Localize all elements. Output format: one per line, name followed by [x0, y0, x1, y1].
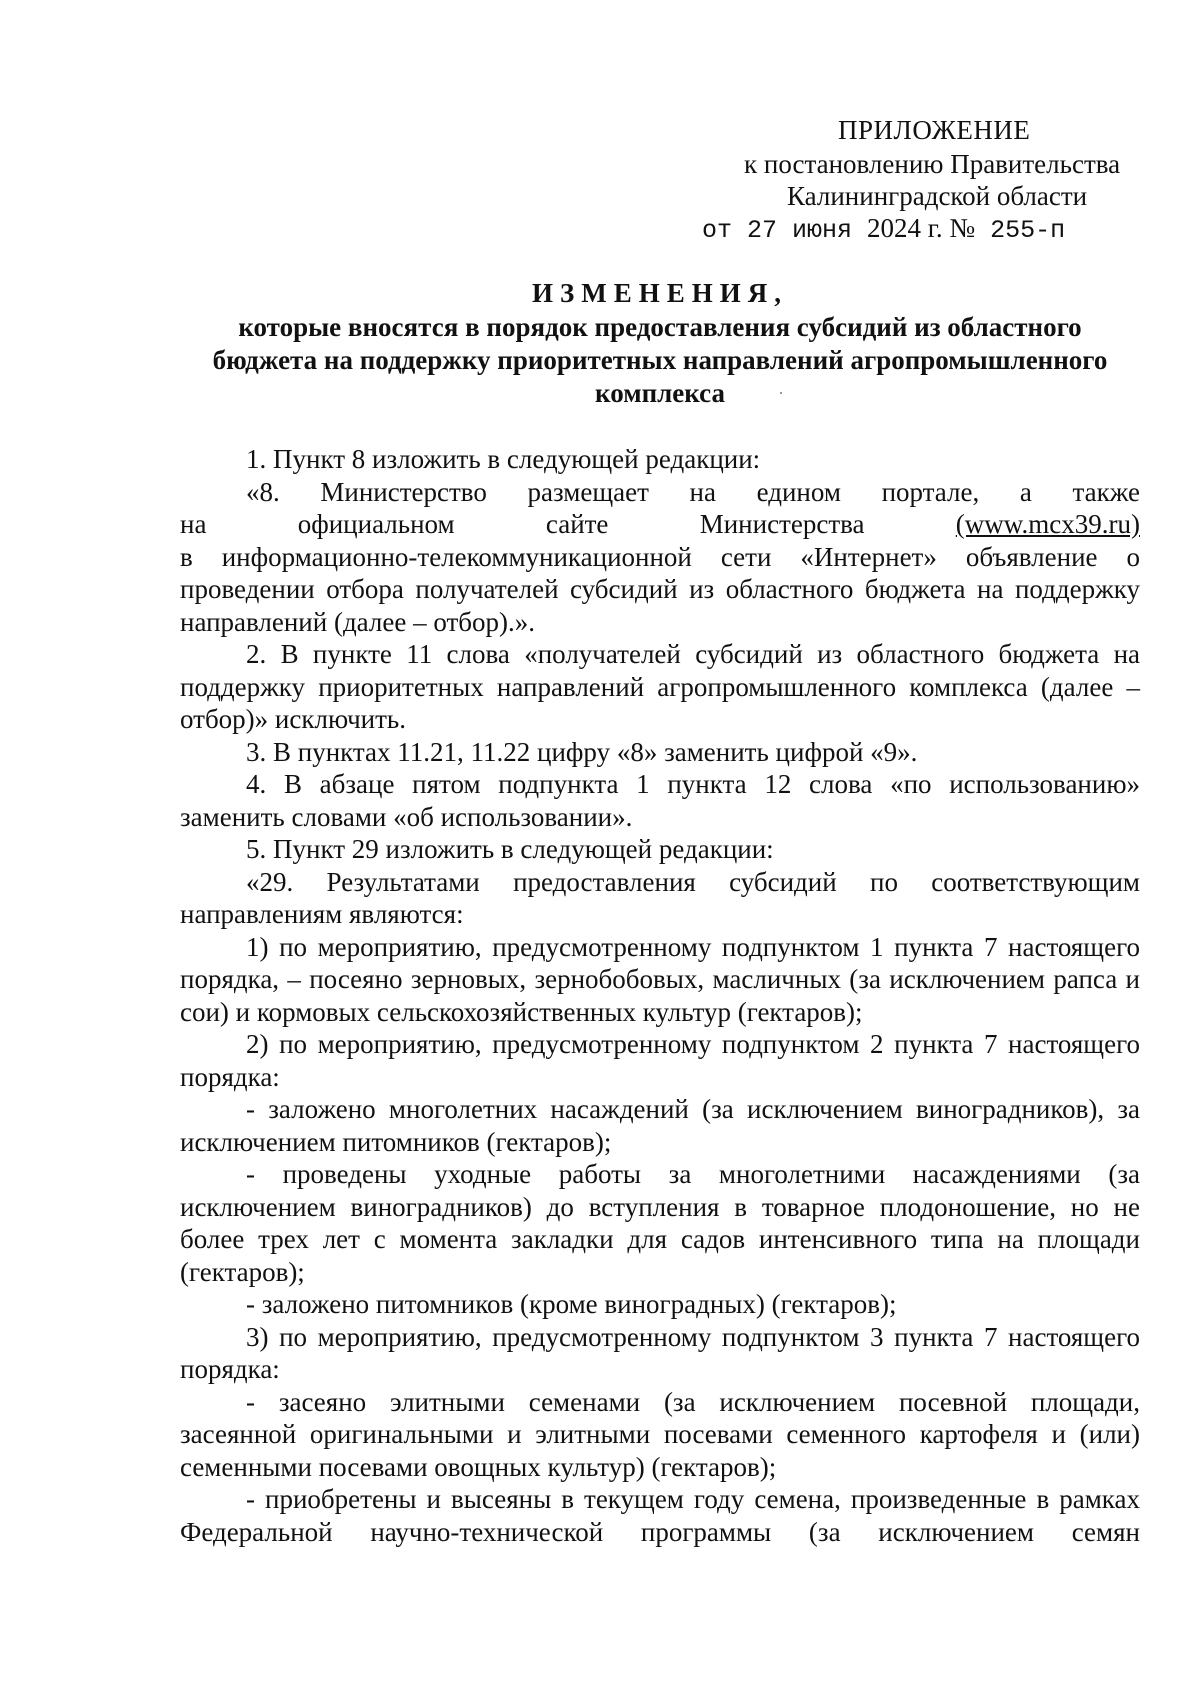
document-body: [180, 443, 1140, 1548]
paragraph-3: 2. В пункте 11 слова «получателей субсидий из областного бюджета на поддержку приоритетных направлений агропромышленного комплекса (далее – отбор)» исключить.: [180, 639, 1140, 734]
paragraph-2-line2-text: на официальном сайте Министерства: [180, 509, 865, 539]
paragraph-12: - заложено питомников (кроме виноградных) (гектаров);: [246, 1289, 897, 1319]
paragraph-2-rest: в информационно-телекоммуникационной сети «Интернет» объявление о проведении отбора получателей субсидий из областного бюджета на поддержку направлений (далее – отбор).».: [180, 541, 1140, 637]
appendix-date-line: [702, 212, 1065, 247]
paragraph-15: - приобретены и высеяны в текущем году семена, произведенные в рамках Федеральной научно-технической программы (за исключением семян: [180, 1484, 1140, 1547]
date-year: 2024 г. №: [867, 213, 976, 243]
paragraph-6: 5. Пункт 29 изложить в следующей редакции:: [246, 834, 774, 864]
paragraph-8: 1) по мероприятию, предусмотренному подпунктом 1 пункта 7 настоящего порядка, – посеяно зерновых, зернобобовых, масличных (за исключением рапса и сои) и кормовых сельскохозяйственных культур (гектаров);: [180, 931, 1140, 1027]
date-prefix: от 27 июня: [702, 216, 853, 245]
document-title: ИЗМЕНЕНИЯ,: [531, 278, 788, 308]
appendix-title: ПРИЛОЖЕНИЕ: [838, 115, 1031, 145]
paragraph-4: 3. В пунктах 11.21, 11.22 цифру «8» заменить цифрой «9».: [246, 736, 918, 767]
appendix-resolution-line: к постановлению Правительства: [744, 149, 1121, 179]
ministry-website-link[interactable]: (www.mcx39.ru): [955, 509, 1140, 539]
paragraph-2-line1: «8. Министерство размещает на едином портале, а также: [246, 476, 1140, 507]
document-subtitle-line3: комплекса: [595, 378, 725, 408]
paragraph-2-line2: [180, 508, 1140, 541]
document-subtitle-line2: бюджета на поддержку приоритетных направлений агропромышленного: [212, 345, 1108, 375]
appendix-region-line: Калининградской области: [787, 181, 1088, 211]
scan-speck: [780, 392, 782, 394]
paragraph-11: - проведены уходные работы за многолетними насаждениями (за исключением виноградников) до вступления в товарное плодоношение, но не более трех лет с момента закладки для садов интенсивного типа на площади (гектаров);: [180, 1159, 1140, 1287]
paragraph-13: 3) по мероприятию, предусмотренному подпунктом 3 пункта 7 настоящего порядка:: [180, 1321, 1140, 1384]
paragraph-10: - заложено многолетних насаждений (за исключением виноградников), за исключением питомников (гектаров);: [180, 1094, 1140, 1157]
date-number: 255-п: [990, 216, 1066, 245]
paragraph-1: 1. Пункт 8 изложить в следующей редакции:: [246, 444, 761, 474]
paragraph-7: «29. Результатами предоставления субсидий по соответствующим направлениям являются:: [180, 866, 1140, 929]
document-subtitle-line1: которые вносятся в порядок предоставления субсидий из областного: [238, 312, 1082, 342]
paragraph-14: - засеяно элитными семенами (за исключением посевной площади, засеянной оригинальными и элитными посевами семенного картофеля и (или) семенными посевами овощных культур) (гектаров);: [180, 1386, 1140, 1482]
paragraph-2: [180, 476, 1140, 639]
paragraph-5: 4. В абзаце пятом подпункта 1 пункта 12 слова «по использованию» заменить словами «об использовании».: [180, 769, 1140, 832]
paragraph-9: 2) по мероприятию, предусмотренному подпунктом 2 пункта 7 настоящего порядка:: [180, 1029, 1140, 1092]
